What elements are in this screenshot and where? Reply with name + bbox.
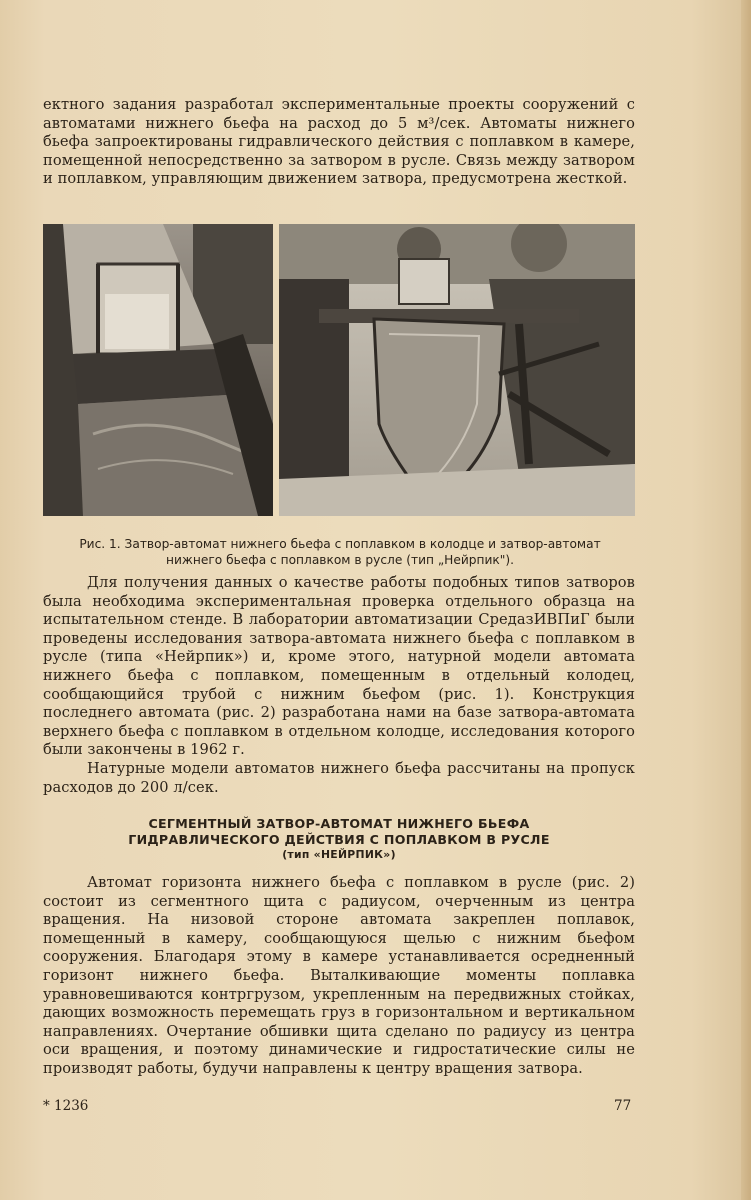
photo-left-illustration xyxy=(43,224,273,516)
paragraph-fourth-text: Автомат горизонта нижнего бьефа с поплавком в русле (рис. 2) состоит из сегментного щита с радиусом, очерченным из центра вращения. На низовой стороне автомата закреплен поплавок, помещенный в камеру, сообщающуюся щелью с нижним бьефом сооружения. Благодаря этому в камере устанавливается осредненный горизонт нижнего бьефа. Выталкивающие моменты поплавка уравновешиваются контргрузом, укрепленным на передвижных стойках, дающих возможность перемещать груз в горизонтальном и вертикальном направлениях. Очертание обшивки щита сделано по радиусу из центра оси вращения, и поэтому динамические и гидростатические силы не производят работы, будучи направлены к центру вращения затвора. xyxy=(43,874,635,1077)
photo-right-illustration xyxy=(279,224,635,516)
footer-signature-mark: * 1236 xyxy=(43,1098,89,1114)
photo-gate-with-float-in-channel xyxy=(279,224,635,516)
paragraph-second xyxy=(43,574,635,797)
section-heading-line-1: СЕГМЕНТНЫЙ ЗАТВОР-АВТОМАТ НИЖНЕГО БЬЕФА xyxy=(148,816,530,831)
figure-caption: Рис. 1. Затвор-автомат нижнего бьефа с поплавком в колодце и затвор-автомат нижнего бьефа с поплавком в русле (тип „Нейрпик"). xyxy=(79,537,601,567)
paragraph-third-text: Натурные модели автоматов нижнего бьефа рассчитаны на пропуск расходов до 200 л/сек. xyxy=(43,759,635,796)
paragraph-fourth xyxy=(43,874,635,1079)
paragraph-top xyxy=(43,96,635,189)
figure-1 xyxy=(43,224,635,516)
page-number: 77 xyxy=(614,1098,632,1114)
paragraph-second-text: Для получения данных о качестве работы подобных типов затворов была необходима экспериментальная проверка отдельного образца на испытательном стенде. В лаборатории автоматизации СредазИВПиГ были проведены исследования затвора-автомата нижнего бьефа с поплавком в русле (типа «Нейрпик») и, кроме этого, натурной модели автомата нижнего бьефа с поплавком, помещенным в отдельный колодец, сообщающийся трубой с нижним бьефом (рис. 1). Конструкция последнего автомата (рис. 2) разработана нами на базе затвора-автомата верхнего бьефа с поплавком в отдельном колодце, исследования которого были закончены в 1962 г. xyxy=(43,574,635,759)
paragraph-top-text: ектного задания разработал экспериментальные проекты сооружений с автоматами нижнего бьефа на расход до 5 м³/сек. Автоматы нижнего бьефа запроектированы гидравлического действия с поплавком в камере, помещенной непосредственно за затвором в русле. Связь между затвором и поплавком, управляющим движением затвора, предусмотрена жесткой. xyxy=(43,96,635,188)
page-edge-shadow xyxy=(741,0,751,1200)
photo-gate-with-float-in-well xyxy=(43,224,273,516)
section-heading-line-3: (тип «НЕЙРПИК») xyxy=(282,848,396,861)
section-heading-line-2: ГИДРАВЛИЧЕСКОГО ДЕЙСТВИЯ С ПОПЛАВКОМ В РУСЛЕ xyxy=(128,832,550,847)
